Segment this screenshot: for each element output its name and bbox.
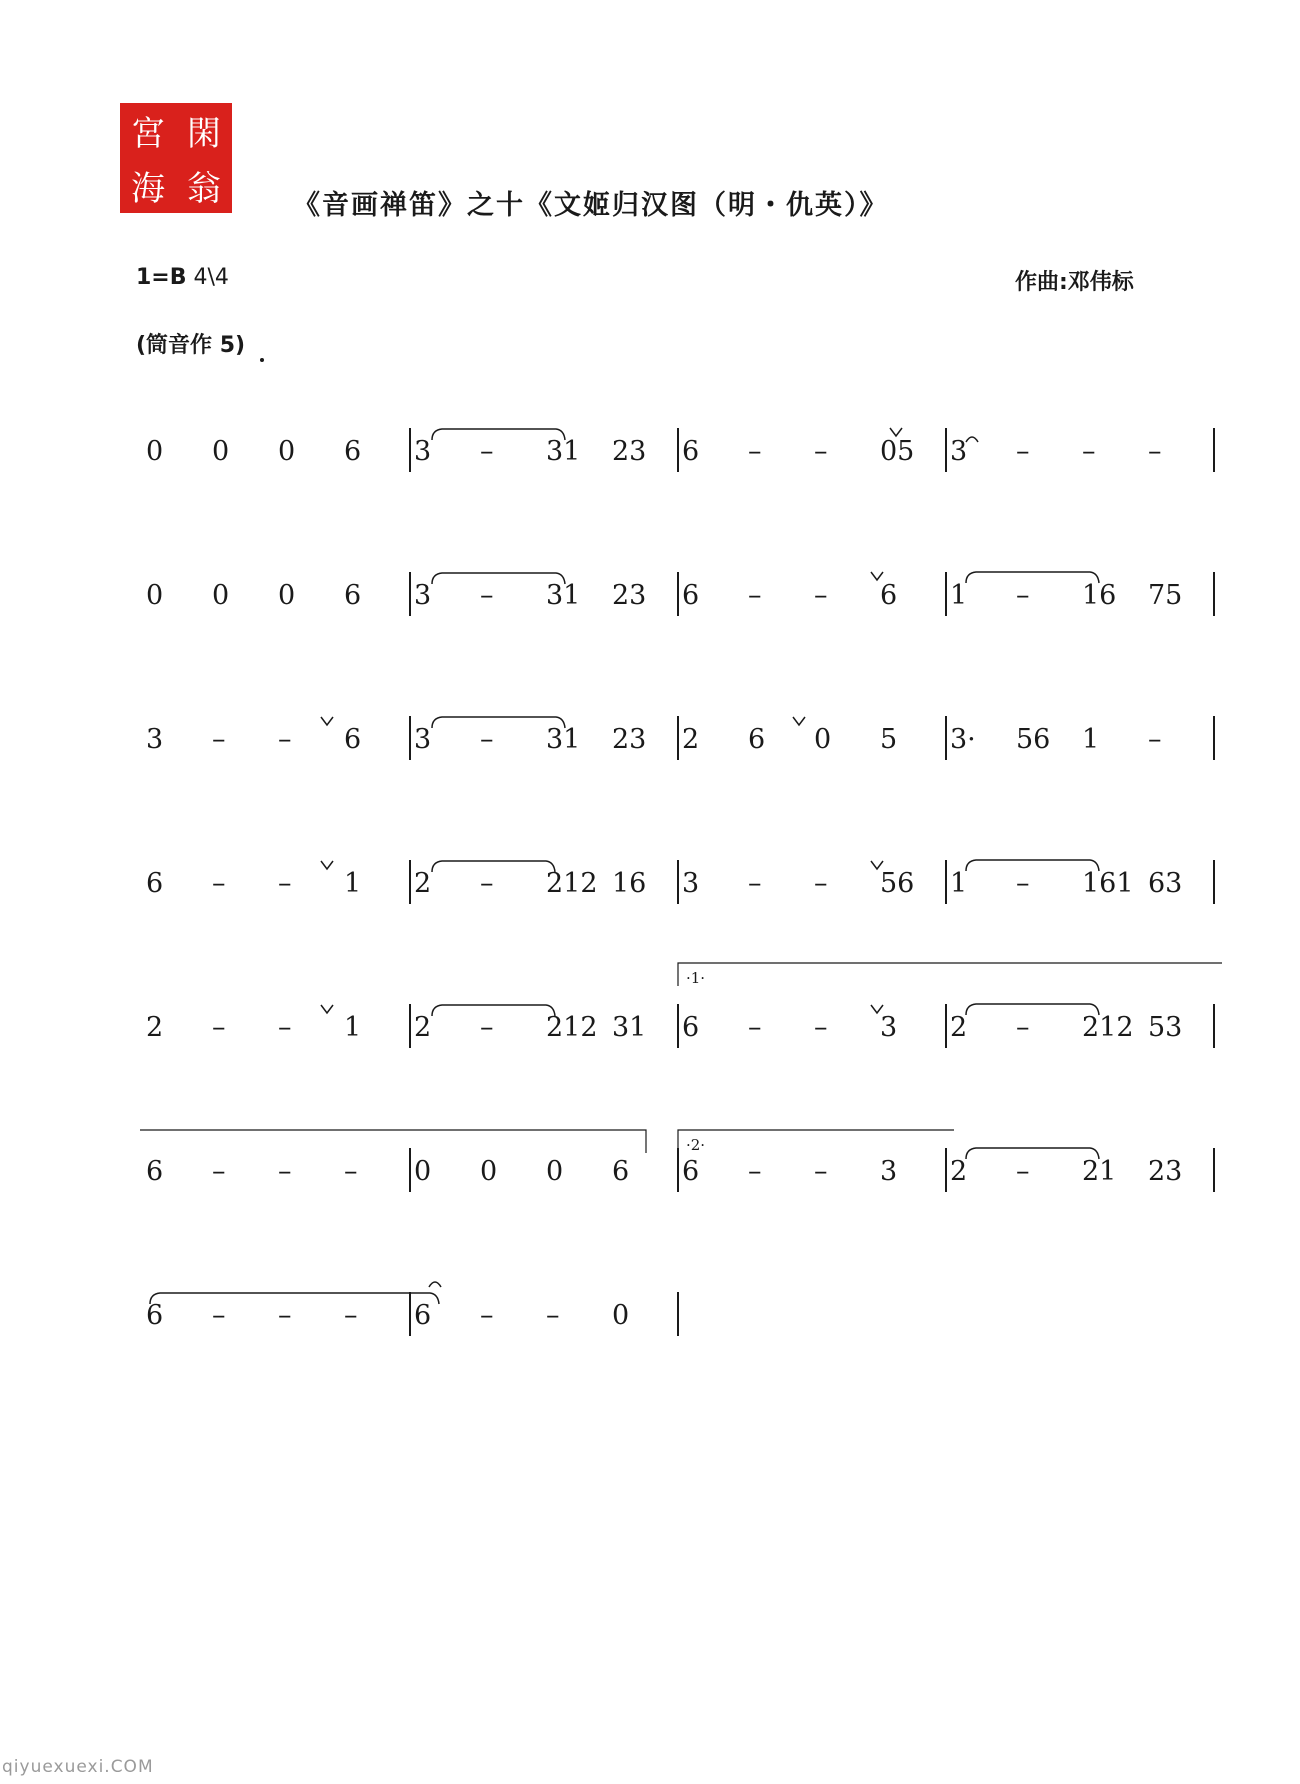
score-note: 1 bbox=[344, 868, 362, 899]
score-note: 0 bbox=[414, 1156, 432, 1187]
score-note: – bbox=[278, 868, 292, 899]
seal-char: 宮 bbox=[131, 114, 165, 154]
score-note: 23 bbox=[612, 580, 647, 611]
score-note: 75 bbox=[1148, 580, 1183, 611]
score-note: 6 bbox=[344, 436, 362, 467]
score-note: 3· bbox=[950, 724, 976, 755]
score-note: – bbox=[814, 436, 828, 467]
score-note: – bbox=[814, 1012, 828, 1043]
score-note: – bbox=[278, 1012, 292, 1043]
score-note: – bbox=[212, 1012, 226, 1043]
watermark: qiyuexuexi.COM bbox=[2, 1757, 154, 1777]
score-note: 1 bbox=[1082, 724, 1100, 755]
score-note: 3 bbox=[950, 436, 968, 467]
score-note: 1 bbox=[950, 868, 968, 899]
score-note: 56 bbox=[880, 868, 915, 899]
score-note: 0 bbox=[814, 724, 832, 755]
score-note: 3 bbox=[880, 1012, 898, 1043]
score-note: 0 bbox=[212, 580, 230, 611]
seal-char: 海 bbox=[131, 169, 165, 209]
score-note: 212 bbox=[1082, 1012, 1134, 1043]
score-note: – bbox=[344, 1156, 358, 1187]
score-note: – bbox=[1148, 436, 1162, 467]
score-note: 3 bbox=[880, 1156, 898, 1187]
seal-char: 翁 bbox=[187, 169, 221, 209]
volta-labels bbox=[686, 969, 705, 1154]
score-note: 53 bbox=[1148, 1012, 1183, 1043]
score-note: 6 bbox=[682, 436, 700, 467]
score-note: – bbox=[344, 1300, 358, 1331]
score-note: – bbox=[748, 1012, 762, 1043]
score-note: 2 bbox=[146, 1012, 164, 1043]
score-note: – bbox=[1016, 868, 1030, 899]
score-note: – bbox=[480, 724, 494, 755]
score-note: 6 bbox=[414, 1300, 432, 1331]
score-decorations bbox=[140, 428, 1222, 1304]
score-note: 05 bbox=[880, 436, 915, 467]
tone-note: (筒音作 5) bbox=[136, 333, 246, 358]
score-note: 63 bbox=[1148, 868, 1183, 899]
score-note: – bbox=[748, 1156, 762, 1187]
score-note: – bbox=[212, 1300, 226, 1331]
score-notes bbox=[146, 428, 1214, 1336]
score-note: 0 bbox=[612, 1300, 630, 1331]
score-note: 2 bbox=[950, 1156, 968, 1187]
score-note: – bbox=[278, 1156, 292, 1187]
score-note: – bbox=[1016, 580, 1030, 611]
volta-second-label: ·2· bbox=[686, 1136, 706, 1154]
score-note: 5 bbox=[880, 724, 898, 755]
score-note: 0 bbox=[146, 436, 164, 467]
score-note: 2 bbox=[414, 1012, 432, 1043]
time-signature: 4\4 bbox=[193, 265, 229, 290]
score-note: 3 bbox=[414, 436, 432, 467]
score-note: 6 bbox=[146, 1156, 164, 1187]
score-note: 0 bbox=[278, 580, 296, 611]
score-note: 0 bbox=[278, 436, 296, 467]
score-note: 6 bbox=[748, 724, 766, 755]
score-note: 31 bbox=[546, 724, 581, 755]
volta-first-label: ·1· bbox=[686, 969, 706, 987]
score-note: 31 bbox=[612, 1012, 647, 1043]
score-note: 16 bbox=[612, 868, 647, 899]
score-note: – bbox=[814, 868, 828, 899]
seal-char: 閑 bbox=[187, 114, 221, 154]
score-note: – bbox=[546, 1300, 560, 1331]
score-note: 3 bbox=[414, 724, 432, 755]
score-note: 0 bbox=[480, 1156, 498, 1187]
score-note: – bbox=[748, 868, 762, 899]
score-note: 23 bbox=[612, 724, 647, 755]
score-note: 6 bbox=[344, 724, 362, 755]
score-note: 56 bbox=[1016, 724, 1051, 755]
score-note: 212 bbox=[546, 868, 598, 899]
score-note: – bbox=[814, 1156, 828, 1187]
score-note: 2 bbox=[682, 724, 700, 755]
score-note: 3 bbox=[682, 868, 700, 899]
score-note: – bbox=[1016, 436, 1030, 467]
score-note: 23 bbox=[612, 436, 647, 467]
score-note: 6 bbox=[682, 580, 700, 611]
score-note: 21 bbox=[1082, 1156, 1117, 1187]
score-note: 6 bbox=[146, 868, 164, 899]
score-note: 212 bbox=[546, 1012, 598, 1043]
score-note: – bbox=[480, 868, 494, 899]
score-note: 6 bbox=[146, 1300, 164, 1331]
key-label: 1=B bbox=[136, 265, 187, 290]
score-note: – bbox=[278, 1300, 292, 1331]
score-note: – bbox=[814, 580, 828, 611]
score-note: – bbox=[278, 724, 292, 755]
score-note: 6 bbox=[682, 1012, 700, 1043]
composer: 作曲:邓伟标 bbox=[1015, 270, 1134, 295]
score-note: 6 bbox=[344, 580, 362, 611]
score-note: 6 bbox=[880, 580, 898, 611]
score-note: 3 bbox=[146, 724, 164, 755]
score-note: 3 bbox=[414, 580, 432, 611]
score-note: 0 bbox=[546, 1156, 564, 1187]
score-title: 《音画禅笛》之十《文姬归汉图（明・仇英）》 bbox=[293, 190, 889, 221]
score-note: – bbox=[212, 868, 226, 899]
score-note: 31 bbox=[546, 436, 581, 467]
score-note: 0 bbox=[212, 436, 230, 467]
score-note: 2 bbox=[950, 1012, 968, 1043]
score-note: 161 bbox=[1082, 868, 1134, 899]
score-note: 23 bbox=[1148, 1156, 1183, 1187]
score-note: – bbox=[480, 1300, 494, 1331]
score-note: – bbox=[212, 1156, 226, 1187]
score-note: – bbox=[1016, 1156, 1030, 1187]
score-note: – bbox=[1016, 1012, 1030, 1043]
score-note: 6 bbox=[682, 1156, 700, 1187]
score-note: 1 bbox=[344, 1012, 362, 1043]
score-note: 16 bbox=[1082, 580, 1117, 611]
score-note: 1 bbox=[950, 580, 968, 611]
score-note: – bbox=[480, 580, 494, 611]
score-note: – bbox=[748, 580, 762, 611]
score-note: 2 bbox=[414, 868, 432, 899]
score-note: – bbox=[1148, 724, 1162, 755]
score-note: – bbox=[748, 436, 762, 467]
score-note: – bbox=[1082, 436, 1096, 467]
score-note: 0 bbox=[146, 580, 164, 611]
score-note: 31 bbox=[546, 580, 581, 611]
score-note: – bbox=[480, 436, 494, 467]
score-note: 6 bbox=[612, 1156, 630, 1187]
score-note: – bbox=[212, 724, 226, 755]
score-note: – bbox=[480, 1012, 494, 1043]
